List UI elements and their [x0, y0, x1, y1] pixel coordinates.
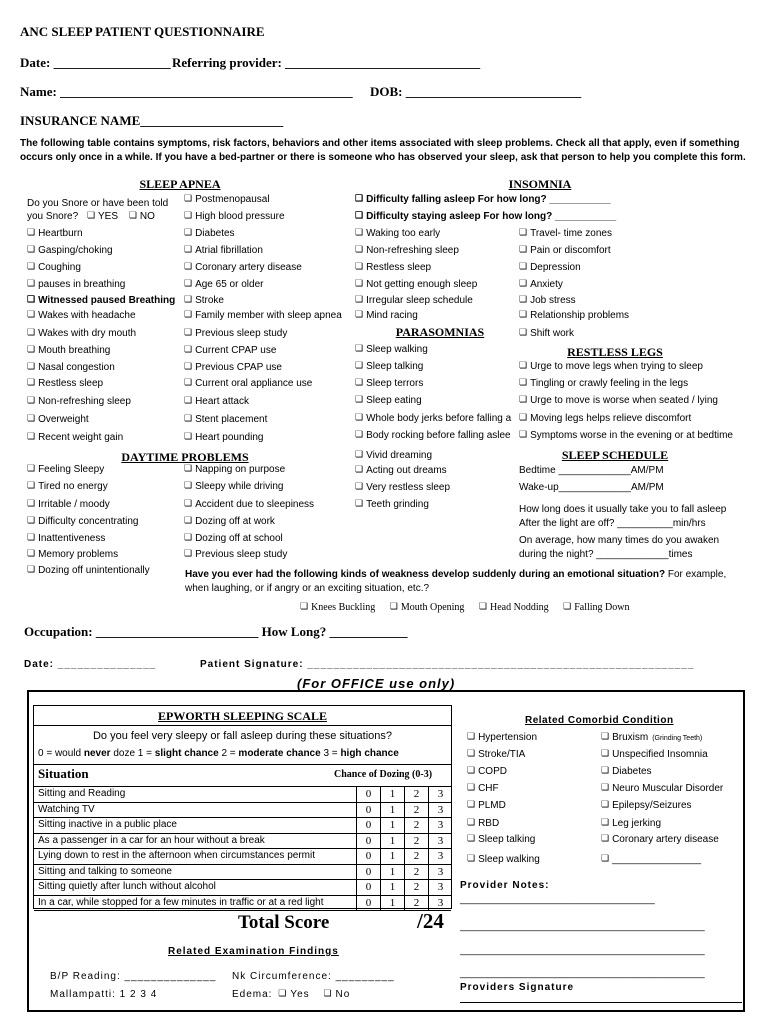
unspecified-insomnia-checkbox[interactable]: ❏ Unspecified Insomnia [601, 749, 708, 760]
accident-due-to-sleepiness-checkbox[interactable]: ❏ Accident due to sleepiness [184, 499, 314, 510]
postmenopausal-checkbox[interactable]: ❏ Postmenopausal [184, 194, 270, 205]
tingling-or-crawly-feeling-in-the-legs-checkbox[interactable]: ❏ Tingling or crawly feeling in the legs [519, 378, 688, 389]
fall-asleep-field[interactable]: After the light are off? __________min/hrs [519, 518, 706, 529]
epworth-row [34, 848, 451, 864]
anxiety-checkbox[interactable]: ❏ Anxiety [519, 279, 563, 290]
epworth-scale: 0 = would never doze 1 = slight chance 2 = moderate chance 3 = high chance [38, 748, 399, 759]
situation-label: Sitting and talking to someone [38, 865, 172, 877]
provider-notes-line-4[interactable]: ____________________________________________ [460, 968, 705, 979]
coronary-artery-disease-checkbox[interactable]: ❏ Coronary artery disease [184, 262, 302, 273]
provider-notes-line-2[interactable]: ____________________________________________ [460, 921, 705, 932]
score-1-option[interactable]: 1 [380, 818, 404, 833]
score-2-option[interactable]: 2 [404, 865, 428, 880]
score-0-option[interactable]: 0 [356, 834, 380, 849]
sleep-terrors-checkbox[interactable]: ❏ Sleep terrors [355, 378, 423, 389]
restless-sleep-checkbox[interactable]: ❏ Restless sleep [355, 262, 431, 273]
score-0-option[interactable]: 0 [356, 896, 380, 911]
score-0-option[interactable]: 0 [356, 880, 380, 895]
score-2-option[interactable]: 2 [404, 896, 428, 911]
mind-racing-checkbox[interactable]: ❏ Mind racing [355, 310, 418, 321]
situation-header: Situation [38, 766, 89, 781]
body-rocking-before-falling-aslee-checkbox[interactable]: ❏ Body rocking before falling aslee [355, 430, 511, 441]
shift-work-checkbox[interactable]: ❏ Shift work [519, 328, 574, 339]
providers-signature-line[interactable] [460, 1002, 742, 1003]
wakes-with-dry-mouth-checkbox[interactable]: ❏ Wakes with dry mouth [27, 328, 136, 339]
score-3-option[interactable]: 3 [428, 880, 452, 895]
irritable-moody-checkbox[interactable]: ❏ Irritable / moody [27, 499, 110, 510]
awaken-question: On average, how many times do you awaken [519, 535, 720, 546]
teeth-grinding-checkbox[interactable]: ❏ Teeth grinding [355, 499, 429, 510]
current-cpap-use-checkbox[interactable]: ❏ Current CPAP use [184, 345, 276, 356]
edema-field: Edema: ❏ Yes ❏ No [232, 989, 350, 1000]
whole-body-jerks-before-falling-a-checkbox[interactable]: ❏ Whole body jerks before falling a [355, 413, 511, 424]
stent-placement-checkbox[interactable]: ❏ Stent placement [184, 414, 267, 425]
wakeup-field[interactable]: Wake-up_____________AM/PM [519, 482, 664, 493]
bruxism-checkbox[interactable]: ❏ Bruxism (Grinding Teeth) [601, 732, 702, 743]
difficulty-staying-checkbox[interactable]: ❏ Difficulty staying asleep For how long? ___________ [355, 211, 616, 222]
heart-attack-checkbox[interactable]: ❏ Heart attack [184, 396, 249, 407]
age-65-or-older-checkbox[interactable]: ❏ Age 65 or older [184, 279, 263, 290]
atrial-fibrillation-checkbox[interactable]: ❏ Atrial fibrillation [184, 245, 263, 256]
current-oral-appliance-use-checkbox[interactable]: ❏ Current oral appliance use [184, 378, 312, 389]
referring-provider-field[interactable]: Referring provider: ______________________________ [172, 55, 481, 70]
comorbid-heading: Related Comorbid Condition [525, 715, 674, 726]
symptoms-worse-in-the-evening-or-at-bedtime-checkbox[interactable]: ❏ Symptoms worse in the evening or at bedtime [519, 430, 733, 441]
insomnia-heading: INSOMNIA [508, 177, 572, 191]
mouth-breathing-checkbox[interactable]: ❏ Mouth breathing [27, 345, 110, 356]
heartburn-checkbox[interactable]: ❏ Heartburn [27, 228, 83, 239]
overweight-checkbox[interactable]: ❏ Overweight [27, 414, 89, 425]
weakness-question: Have you ever had the following kinds of weakness develop suddenly during an emotional situation? For example, [185, 569, 727, 580]
mouth-opening-checkbox[interactable]: ❏ Mouth Opening [390, 602, 465, 613]
score-2-option[interactable]: 2 [404, 880, 428, 895]
score-0-option[interactable]: 0 [356, 818, 380, 833]
total-score-value: /24 [417, 909, 444, 933]
score-1-option[interactable]: 1 [380, 880, 404, 895]
vivid-dreaming-checkbox[interactable]: ❏ Vivid dreaming [355, 450, 432, 461]
epworth-title: EPWORTH SLEEPING SCALE [158, 709, 327, 723]
diabetes-checkbox[interactable]: ❏ Diabetes [184, 228, 235, 239]
urge-to-move-is-worse-when-seated-lying-checkbox[interactable]: ❏ Urge to move is worse when seated / lying [519, 395, 718, 406]
epworth-row [34, 817, 451, 833]
mallampatti-field[interactable]: Mallampatti: 1 2 3 4 [50, 989, 158, 1000]
chance-of-dozing-header: Chance of Dozing (0-3) [334, 769, 433, 780]
parasomnias-heading: PARASOMNIAS [395, 325, 485, 339]
bedtime-field[interactable]: Bedtime _____________AM/PM [519, 465, 664, 476]
difficulty-falling-checkbox[interactable]: ❏ Difficulty falling asleep For how long? ___________ [355, 194, 611, 205]
napping-on-purpose-checkbox[interactable]: ❏ Napping on purpose [184, 464, 285, 475]
epworth-row [34, 786, 451, 802]
acting-out-dreams-checkbox[interactable]: ❏ Acting out dreams [355, 465, 447, 476]
intro-line-2: occurs only once in a while. If you have a bed-partner or there is someone who has observed your sleep, ask that person to help you complete this form. [20, 152, 746, 163]
score-1-option[interactable]: 1 [380, 803, 404, 818]
job-stress-checkbox[interactable]: ❏ Job stress [519, 295, 576, 306]
edema-no-checkbox[interactable]: ❏ No [323, 989, 350, 1000]
bp-reading-field[interactable]: B/P Reading: ______________ [50, 971, 217, 982]
plmd-checkbox[interactable]: ❏ PLMD [467, 800, 506, 811]
footer-date-field[interactable]: Date: _______________ [24, 659, 157, 670]
nasal-congestion-checkbox[interactable]: ❏ Nasal congestion [27, 362, 115, 373]
waking-too-early-checkbox[interactable]: ❏ Waking too early [355, 228, 440, 239]
score-1-option[interactable]: 1 [380, 849, 404, 864]
recent-weight-gain-checkbox[interactable]: ❏ Recent weight gain [27, 432, 123, 443]
snore-question-2: you Snore? ❏ YES ❏ NO [27, 211, 155, 222]
bruxism-note: (Grinding Teeth) [652, 735, 703, 742]
epworth-table [33, 705, 452, 933]
diabetes-checkbox[interactable]: ❏ Diabetes [601, 766, 652, 777]
stroke-checkbox[interactable]: ❏ Stroke [184, 295, 224, 306]
knees-buckling-checkbox[interactable]: ❏ Knees Buckling [300, 602, 375, 613]
provider-notes-line-1[interactable]: ___________________________________ [460, 894, 655, 905]
form-title: ANC SLEEP PATIENT QUESTIONNAIRE [20, 24, 265, 39]
restless-sleep-checkbox[interactable]: ❏ Restless sleep [27, 378, 103, 389]
depression-checkbox[interactable]: ❏ Depression [519, 262, 581, 273]
sleep-eating-checkbox[interactable]: ❏ Sleep eating [355, 395, 422, 406]
previous-sleep-study-checkbox[interactable]: ❏ Previous sleep study [184, 549, 287, 560]
sleep-talking-checkbox[interactable]: ❏ Sleep talking [355, 361, 423, 372]
score-0-option[interactable]: 0 [356, 787, 380, 802]
score-2-option[interactable]: 2 [404, 849, 428, 864]
snore-no-checkbox[interactable]: ❏ NO [129, 211, 155, 222]
score-3-option[interactable]: 3 [428, 818, 452, 833]
sleep-walking-checkbox[interactable]: ❏ Sleep walking [355, 344, 428, 355]
travel-time-zones-checkbox[interactable]: ❏ Travel- time zones [519, 228, 612, 239]
snore-yes-checkbox[interactable]: ❏ YES [87, 211, 118, 222]
edema-yes-checkbox[interactable]: ❏ Yes [278, 989, 309, 1000]
office-use-heading: (For OFFICE use only) [297, 676, 456, 691]
witnessed-paused-breathing-checkbox[interactable]: ❏ Witnessed paused Breathing [27, 295, 175, 306]
coronary-artery-disease-checkbox[interactable]: ❏ Coronary artery disease [601, 834, 719, 845]
non-refreshing-sleep-checkbox[interactable]: ❏ Non-refreshing sleep [355, 245, 459, 256]
urge-to-move-legs-when-trying-to-sleep-checkbox[interactable]: ❏ Urge to move legs when trying to sleep [519, 361, 703, 372]
not-getting-enough-sleep-checkbox[interactable]: ❏ Not getting enough sleep [355, 279, 477, 290]
situation-label: Sitting quietly after lunch without alcohol [38, 881, 216, 892]
situation-label: As a passenger in a car for an hour without a break [38, 834, 265, 846]
inattentiveness-checkbox[interactable]: ❏ Inattentiveness [27, 533, 105, 544]
weakness-options [300, 602, 629, 613]
restless-legs-heading: RESTLESS LEGS [567, 345, 663, 359]
previous-sleep-study-checkbox[interactable]: ❏ Previous sleep study [184, 328, 287, 339]
dozing-off-unintentionally-checkbox[interactable]: ❏ Dozing off unintentionally [27, 565, 150, 576]
patient-signature-field[interactable]: Patient Signature: ___________________________________________________________ [200, 659, 695, 670]
rbd-checkbox[interactable]: ❏ RBD [467, 818, 499, 829]
awaken-field[interactable]: during the night? _____________times [519, 549, 693, 560]
irregular-sleep-schedule-checkbox[interactable]: ❏ Irregular sleep schedule [355, 295, 473, 306]
situation-label: Sitting inactive in a public place [38, 819, 177, 830]
score-1-option[interactable]: 1 [380, 865, 404, 880]
head-nodding-checkbox[interactable]: ❏ Head Nodding [479, 602, 549, 613]
dob-field[interactable]: DOB: ___________________________ [370, 84, 582, 99]
epworth-row [34, 864, 451, 880]
moving-legs-helps-relieve-discomfort-checkbox[interactable]: ❏ Moving legs helps relieve discomfort [519, 413, 691, 424]
situation-label: Sitting and Reading [38, 788, 126, 799]
very-restless-sleep-checkbox[interactable]: ❏ Very restless sleep [355, 482, 450, 493]
score-3-option[interactable]: 3 [428, 787, 452, 802]
previous-cpap-use-checkbox[interactable]: ❏ Previous CPAP use [184, 362, 282, 373]
provider-notes-line-3[interactable]: ____________________________________________ [460, 945, 705, 956]
epworth-row [34, 895, 451, 911]
falling-down-checkbox[interactable]: ❏ Falling Down [563, 602, 629, 613]
tired-no-energy-checkbox[interactable]: ❏ Tired no energy [27, 481, 108, 492]
relationship-problems-checkbox[interactable]: ❏ Relationship problems [519, 310, 629, 321]
intro-line-1: The following table contains symptoms, risk factors, behaviors and other items associated with sleep problems. Check all that apply, even if something [20, 138, 740, 149]
wakes-with-headache-checkbox[interactable]: ❏ Wakes with headache [27, 310, 136, 321]
score-2-option[interactable]: 2 [404, 834, 428, 849]
chf-checkbox[interactable]: ❏ CHF [467, 783, 499, 794]
pauses-in-breathing-checkbox[interactable]: ❏ pauses in breathing [27, 279, 125, 290]
date-field[interactable]: Date: __________________ [20, 55, 171, 70]
pain-or-discomfort-checkbox[interactable]: ❏ Pain or discomfort [519, 245, 611, 256]
heart-pounding-checkbox[interactable]: ❏ Heart pounding [184, 432, 263, 443]
epworth-row [34, 833, 451, 849]
neuro-muscular-disorder-checkbox[interactable]: ❏ Neuro Muscular Disorder [601, 783, 723, 794]
high-blood-pressure-checkbox[interactable]: ❏ High blood pressure [184, 211, 285, 222]
coughing-checkbox[interactable]: ❏ Coughing [27, 262, 81, 273]
stroke-tia-checkbox[interactable]: ❏ Stroke/TIA [467, 749, 525, 760]
gasping-choking-checkbox[interactable]: ❏ Gasping/choking [27, 245, 113, 256]
epworth-question: Do you feel very sleepy or fall asleep during these situations? [92, 730, 392, 742]
occupation-field[interactable]: Occupation: _________________________ How Long? ____________ [24, 624, 408, 639]
memory-problems-checkbox[interactable]: ❏ Memory problems [27, 549, 118, 560]
name-field[interactable]: Name: _____________________________________________ [20, 84, 353, 99]
situation-label: In a car, while stopped for a few minutes in traffic or at a red light [38, 896, 324, 908]
feeling-sleepy-checkbox[interactable]: ❏ Feeling Sleepy [27, 464, 104, 475]
providers-signature-label: Providers Signature [460, 982, 575, 993]
score-0-option[interactable]: 0 [356, 849, 380, 864]
-checkbox[interactable]: ❏ ________________ [601, 854, 701, 865]
score-2-option[interactable]: 2 [404, 803, 428, 818]
hypertension-checkbox[interactable]: ❏ Hypertension [467, 732, 537, 743]
score-3-option[interactable]: 3 [428, 896, 452, 911]
copd-checkbox[interactable]: ❏ COPD [467, 766, 507, 777]
sleepy-while-driving-checkbox[interactable]: ❏ Sleepy while driving [184, 481, 283, 492]
sleep-schedule-heading: SLEEP SCHEDULE [561, 448, 669, 462]
weakness-question-2: when laughing, or if angry or an exciting situation, etc.? [185, 583, 430, 594]
snore-question: Do you Snore or have been told [27, 198, 169, 209]
epilepsy-seizures-checkbox[interactable]: ❏ Epilepsy/Seizures [601, 800, 692, 811]
score-2-option[interactable]: 2 [404, 818, 428, 833]
score-3-option[interactable]: 3 [428, 834, 452, 849]
nk-circumference-field[interactable]: Nk Circumference: _________ [232, 971, 395, 982]
fall-asleep-question: How long does it usually take you to fall asleep [519, 504, 727, 515]
insurance-field[interactable]: INSURANCE NAME______________________ [20, 113, 284, 128]
situation-label: Lying down to rest in the afternoon when circumstances permit [38, 850, 315, 861]
total-score-label: Total Score [238, 912, 330, 933]
non-refreshing-sleep-checkbox[interactable]: ❏ Non-refreshing sleep [27, 396, 131, 407]
situation-label: Watching TV [38, 803, 95, 815]
score-3-option[interactable]: 3 [428, 865, 452, 880]
family-member-with-sleep-apnea-checkbox[interactable]: ❏ Family member with sleep apnea [184, 310, 342, 321]
dozing-off-at-school-checkbox[interactable]: ❏ Dozing off at school [184, 533, 283, 544]
score-3-option[interactable]: 3 [428, 803, 452, 818]
sleep-apnea-heading: SLEEP APNEA [139, 177, 221, 191]
sleep-talking-checkbox[interactable]: ❏ Sleep talking [467, 834, 535, 845]
score-2-option[interactable]: 2 [404, 787, 428, 802]
provider-notes-label: Provider Notes: [460, 880, 550, 891]
score-0-option[interactable]: 0 [356, 803, 380, 818]
exam-findings-heading: Related Examination Findings [168, 946, 339, 957]
score-1-option[interactable]: 1 [380, 787, 404, 802]
score-0-option[interactable]: 0 [356, 865, 380, 880]
dozing-off-at-work-checkbox[interactable]: ❏ Dozing off at work [184, 516, 275, 527]
difficulty-concentrating-checkbox[interactable]: ❏ Difficulty concentrating [27, 516, 139, 527]
score-1-option[interactable]: 1 [380, 834, 404, 849]
sleep-walking-checkbox[interactable]: ❏ Sleep walking [467, 854, 540, 865]
score-3-option[interactable]: 3 [428, 849, 452, 864]
epworth-row [34, 879, 451, 895]
daytime-problems-heading: DAYTIME PROBLEMS [121, 450, 249, 464]
leg-jerking-checkbox[interactable]: ❏ Leg jerking [601, 818, 661, 829]
score-1-option[interactable]: 1 [380, 896, 404, 911]
epworth-row [34, 802, 451, 818]
